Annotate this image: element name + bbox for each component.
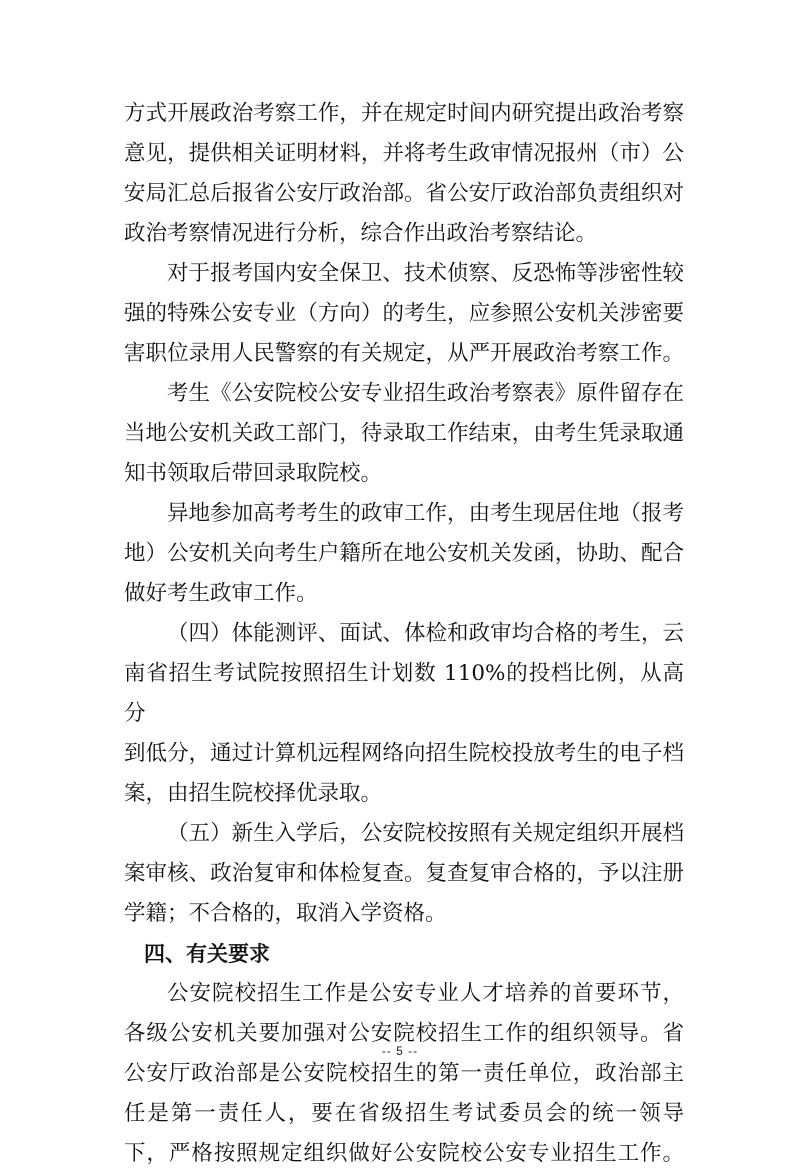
section-heading: 四、有关要求 — [144, 942, 270, 966]
paragraph-line: 案，由招生院校择优录取。 — [124, 781, 383, 806]
paragraph-line: 做好考生政审工作。 — [124, 581, 318, 606]
paragraph-line: 方式开展政治考察工作，并在规定时间内研究提出政治考察 — [124, 101, 684, 126]
paragraph-requirements — [124, 974, 684, 1174]
paragraph-line: 当地公安机关政工部门，待录取工作结束，由考生凭录取通 — [124, 421, 684, 446]
document-body — [124, 94, 684, 1174]
paragraph-non-local-candidates — [124, 494, 684, 614]
paragraph-special-majors — [124, 254, 684, 374]
paragraph-political-review-continuation — [124, 94, 684, 254]
paragraph-line: 强的特殊公安专业（方向）的考生，应参照公安机关涉密要 — [124, 301, 684, 326]
paragraph-line: 知书领取后带回录取院校。 — [124, 461, 383, 486]
paragraph-item-five-enrollment — [124, 814, 684, 934]
paragraph-line: 公安院校招生工作是公安专业人才培养的首要环节， — [167, 981, 684, 1006]
paragraph-line: 南省招生考试院按照招生计划数 110%的投档比例，从高分 — [124, 661, 684, 726]
paragraph-line: 学籍；不合格的，取消入学资格。 — [124, 901, 447, 926]
paragraph-line: 安局汇总后报省公安厅政治部。省公安厅政治部负责组织对 — [124, 181, 684, 206]
paragraph-line: 害职位录用人民警察的有关规定，从严开展政治考察工作。 — [124, 341, 684, 366]
paragraph-line: （四）体能测评、面试、体检和政审均合格的考生，云 — [167, 621, 684, 646]
paragraph-line: 地）公安机关向考生户籍所在地公安机关发函，协助、配合 — [124, 541, 684, 566]
paragraph-line: 各级公安机关要加强对公安院校招生工作的组织领导。省 — [124, 1021, 684, 1046]
paragraph-line: 到低分，通过计算机远程网络向招生院校投放考生的电子档 — [124, 741, 684, 766]
paragraph-line: 政治考察情况进行分析，综合作出政治考察结论。 — [124, 221, 598, 246]
paragraph-line: （五）新生入学后，公安院校按照有关规定组织开展档 — [167, 821, 684, 846]
paragraph-item-four-admission — [124, 614, 684, 814]
paragraph-line: 下，严格按照规定组织做好公安院校公安专业招生工作。 — [124, 1141, 684, 1166]
paragraph-line: 考生《公安院校公安专业招生政治考察表》原件留存在 — [167, 381, 684, 406]
paragraph-line: 对于报考国内安全保卫、技术侦察、反恐怖等涉密性较 — [167, 261, 684, 286]
paragraph-review-form-storage — [124, 374, 684, 494]
paragraph-line: 异地参加高考考生的政审工作，由考生现居住地（报考 — [167, 501, 684, 526]
paragraph-line: 任是第一责任人，要在省级招生考试委员会的统一领导 — [124, 1101, 684, 1126]
paragraph-line: 意见，提供相关证明材料，并将考生政审情况报州（市）公 — [124, 141, 684, 166]
page-number: -- 5 -- — [381, 1044, 419, 1058]
paragraph-line: 案审核、政治复审和体检复查。复查复审合格的，予以注册 — [124, 861, 684, 886]
paragraph-line: 公安厅政治部是公安院校招生的第一责任单位，政治部主 — [124, 1061, 684, 1086]
